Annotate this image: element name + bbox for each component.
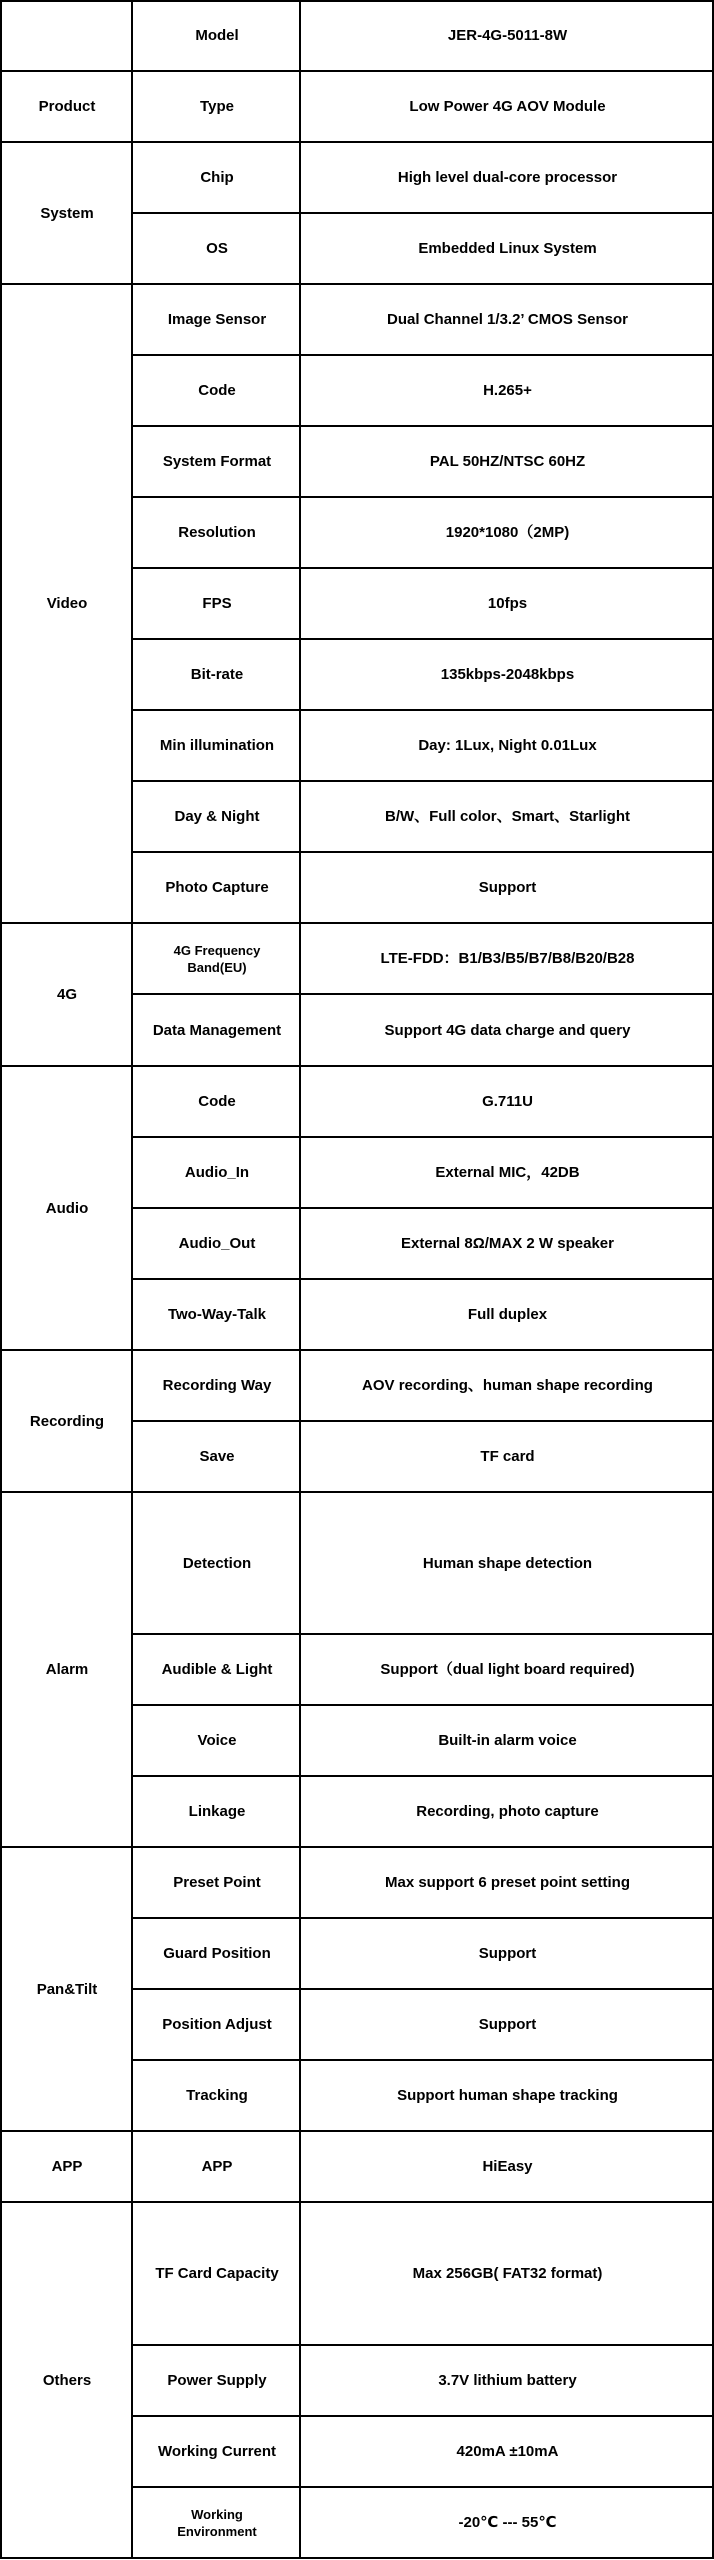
spec-label: Model — [195, 27, 239, 45]
spec-label: Chip — [200, 169, 234, 187]
group-label: Video — [46, 595, 88, 613]
spec-label: Save — [199, 1448, 235, 1466]
spec-value: HiEasy — [482, 2158, 533, 2176]
spec-value: Dual Channel 1/3.2’ CMOS Sensor — [387, 311, 628, 329]
group-label: Audio — [45, 1199, 89, 1217]
spec-label: Recording Way — [162, 1377, 272, 1395]
spec-value: AOV recording、human shape recording — [362, 1377, 653, 1395]
spec-label: Data Management — [152, 1021, 282, 1039]
spec-value: Support human shape tracking — [397, 2087, 618, 2105]
spec-label: Bit-rate — [190, 666, 244, 684]
spec-label: Min illumination — [159, 737, 275, 755]
spec-value: High level dual-core processor — [397, 169, 618, 187]
spec-value: JER-4G-5011-8W — [447, 27, 568, 45]
table-rule-horizontal — [0, 1491, 133, 1493]
spec-label: System Format — [162, 453, 272, 471]
spec-value: Low Power 4G AOV Module — [409, 98, 606, 116]
spec-label: Position Adjust — [162, 2016, 272, 2034]
spec-label: Resolution — [178, 524, 256, 542]
spec-value: Support 4G data charge and query — [384, 1021, 631, 1039]
spec-value: 135kbps-2048kbps — [440, 666, 575, 684]
table-rule-horizontal — [0, 2130, 133, 2132]
spec-label: Two-Way-Talk — [167, 1306, 267, 1324]
spec-label: Working Environment — [177, 2507, 257, 2539]
spec-label: Code — [198, 1093, 236, 1111]
table-rule-horizontal — [0, 2201, 133, 2203]
spec-value: Recording, photo capture — [416, 1803, 599, 1821]
group-label: Recording — [29, 1412, 105, 1430]
spec-label: Code — [198, 382, 236, 400]
spec-value: Human shape detection — [422, 1554, 593, 1572]
spec-label: OS — [206, 240, 228, 258]
spec-label: Preset Point — [173, 1874, 261, 1892]
spec-value: External MIC，42DB — [435, 1164, 580, 1182]
group-label: 4G — [56, 986, 77, 1004]
spec-value: Built-in alarm voice — [438, 1732, 577, 1750]
group-label: Alarm — [45, 1661, 89, 1679]
spec-value: -20℃ --- 55℃ — [458, 2514, 557, 2532]
spec-label: Type — [200, 98, 234, 116]
spec-label: APP — [201, 2158, 233, 2176]
spec-value: 3.7V lithium battery — [438, 2372, 577, 2390]
spec-value: 10fps — [487, 595, 528, 613]
group-label: Others — [42, 2371, 92, 2389]
spec-label: Linkage — [188, 1803, 246, 1821]
spec-label: Day & Night — [174, 808, 260, 826]
spec-value: Support — [478, 1945, 537, 1963]
table-rule-horizontal — [0, 1846, 133, 1848]
spec-value: External 8Ω/MAX 2 W speaker — [401, 1235, 614, 1253]
spec-value: Support — [478, 879, 537, 897]
spec-value: LTE-FDD：B1/B3/B5/B7/B8/B20/B28 — [380, 950, 635, 968]
spec-value: 1920*1080（2MP) — [445, 524, 570, 542]
spec-label: Audio_Out — [178, 1235, 256, 1253]
table-rule-horizontal — [0, 283, 133, 285]
group-label: Pan&Tilt — [36, 1980, 98, 1998]
spec-value: Day: 1Lux, Night 0.01Lux — [418, 737, 597, 755]
spec-value: PAL 50HZ/NTSC 60HZ — [429, 453, 586, 471]
spec-value: H.265+ — [483, 382, 532, 400]
spec-value: Embedded Linux System — [418, 240, 597, 258]
spec-label: Guard Position — [163, 1945, 271, 1963]
spec-label: Photo Capture — [165, 879, 269, 897]
spec-value: 420mA ±10mA — [456, 2443, 559, 2461]
group-label: Product — [38, 98, 96, 116]
spec-label: Working Current — [157, 2443, 277, 2461]
spec-value: Max support 6 preset point setting — [384, 1874, 631, 1892]
spec-value: Support — [478, 2016, 537, 2034]
spec-label: Image Sensor — [167, 311, 267, 329]
spec-label: FPS — [202, 595, 232, 613]
spec-label: Audio_In — [184, 1164, 250, 1182]
spec-label: Audible & Light — [161, 1661, 273, 1679]
table-rule-horizontal — [0, 922, 133, 924]
spec-label: 4G Frequency Band(EU) — [173, 943, 261, 975]
spec-value: Support（dual light board required) — [380, 1661, 635, 1679]
spec-value: Full duplex — [467, 1306, 548, 1324]
group-label: System — [40, 204, 94, 222]
table-rule-horizontal — [0, 0, 133, 2]
spec-label: Tracking — [186, 2087, 248, 2105]
spec-value: G.711U — [482, 1093, 533, 1111]
table-rule-horizontal — [0, 141, 133, 143]
spec-label: Detection — [182, 1554, 252, 1572]
spec-label: TF Card Capacity — [155, 2265, 279, 2283]
table-rule-horizontal — [0, 1349, 133, 1351]
table-rule-horizontal — [0, 1065, 133, 1067]
spec-value: TF card — [480, 1448, 535, 1466]
spec-value: Max 256GB( FAT32 format) — [412, 2265, 603, 2283]
group-label: APP — [51, 2158, 83, 2176]
spec-label: Voice — [197, 1732, 237, 1750]
table-rule-horizontal — [0, 70, 133, 72]
spec-value: B/W、Full color、Smart、Starlight — [384, 808, 630, 826]
spec-label: Power Supply — [167, 2372, 267, 2390]
